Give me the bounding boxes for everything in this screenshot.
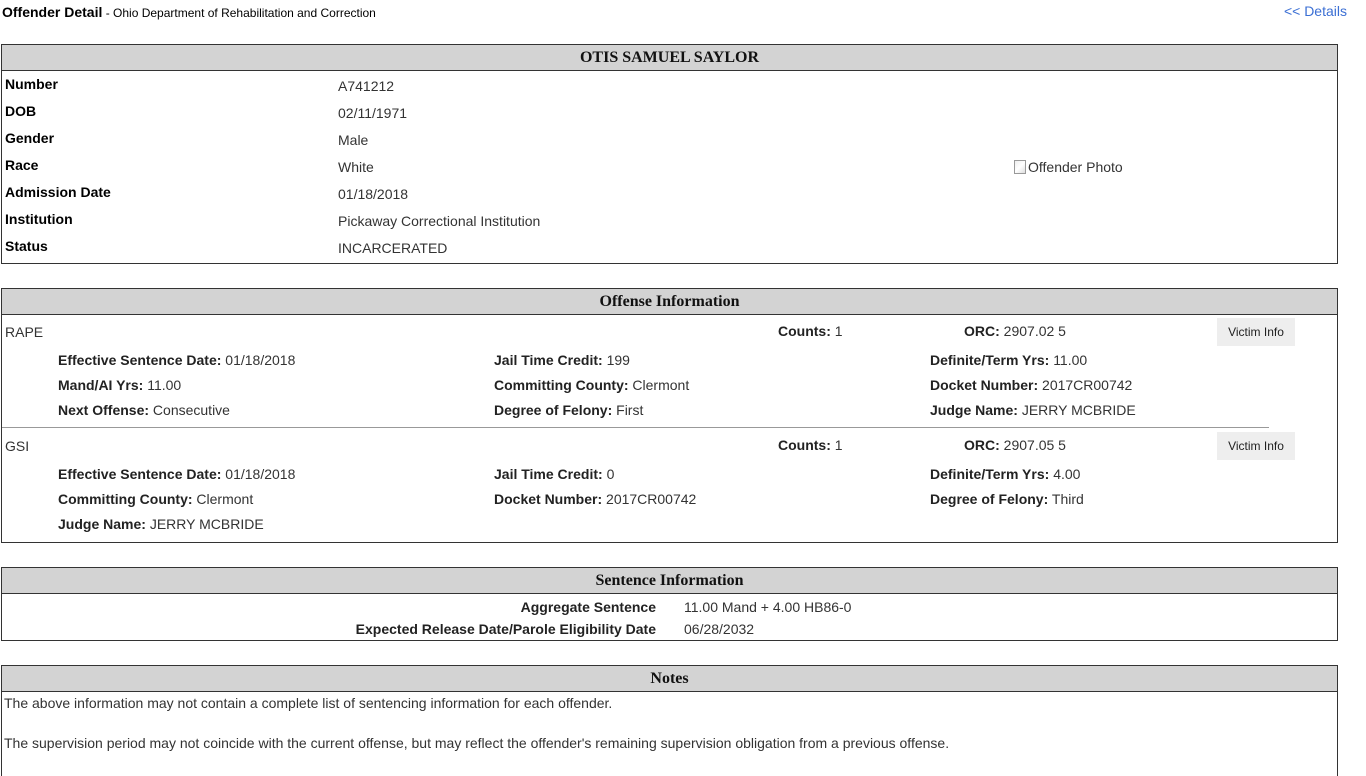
- field-value: 4.00: [1053, 466, 1081, 482]
- field-value: 01/18/2018: [338, 186, 409, 202]
- field-label: Gender: [5, 130, 55, 146]
- offense-section-title: Offense Information: [2, 289, 1337, 315]
- offense-name: RAPE: [5, 324, 44, 340]
- field-value: Clermont: [632, 377, 690, 393]
- offense-divider: [2, 427, 1269, 428]
- offender-field-institution: [5, 211, 1005, 231]
- field-label: Jail Time Credit:: [494, 466, 603, 482]
- offense-field: [930, 352, 1087, 368]
- sentence-section-title: Sentence Information: [2, 568, 1337, 594]
- field-value: 01/18/2018: [225, 352, 296, 368]
- field-value: First: [616, 402, 644, 418]
- field-label: Judge Name:: [58, 516, 146, 532]
- field-value: Clermont: [196, 491, 254, 507]
- field-label: Degree of Felony:: [930, 491, 1049, 507]
- offender-name: OTIS SAMUEL SAYLOR: [2, 45, 1337, 71]
- offense-field: [494, 402, 643, 418]
- field-label: Jail Time Credit:: [494, 352, 603, 368]
- title-separator: -: [102, 6, 114, 20]
- counts-label: Counts:: [778, 437, 831, 453]
- victim-info-button[interactable]: Victim Info: [1217, 432, 1295, 460]
- offense-field: [58, 491, 253, 507]
- release-date-value: 06/28/2032: [684, 621, 755, 637]
- field-value: A741212: [338, 78, 395, 94]
- field-value: Pickaway Correctional Institution: [338, 213, 541, 229]
- notes-panel: [1, 665, 1338, 776]
- aggregate-sentence-value: 11.00 Mand + 4.00 HB86-0: [684, 599, 852, 615]
- offense-counts: [778, 437, 843, 453]
- field-label: Institution: [5, 211, 73, 227]
- offender-info-panel: [1, 44, 1338, 264]
- field-value: 11.00: [1053, 352, 1088, 368]
- field-label: Committing County:: [58, 491, 193, 507]
- field-label: Judge Name:: [930, 402, 1018, 418]
- field-label: Mand/AI Yrs:: [58, 377, 144, 393]
- aggregate-sentence-label: Aggregate Sentence: [520, 599, 656, 615]
- offense-field: [58, 516, 264, 532]
- field-value: 0: [606, 466, 615, 482]
- offender-field-number: [5, 76, 1005, 96]
- release-date-label: Expected Release Date/Parole Eligibility Date: [355, 621, 656, 637]
- offense-field: [58, 466, 295, 482]
- field-label: Committing County:: [494, 377, 629, 393]
- back-to-details-link[interactable]: << Details: [1283, 3, 1347, 19]
- field-value: 2017CR00742: [606, 491, 697, 507]
- offender-field-admission-date: [5, 184, 1005, 204]
- offense-info-panel: [1, 288, 1338, 543]
- sentence-info-panel: [1, 567, 1338, 641]
- field-label: Docket Number:: [494, 491, 603, 507]
- offender-field-race: [5, 157, 1005, 177]
- field-label: Number: [5, 76, 58, 92]
- field-value: Male: [338, 132, 369, 148]
- offense-field: [930, 377, 1132, 393]
- offense-field: [930, 402, 1136, 418]
- offender-photo-alt: Offender Photo: [1028, 159, 1123, 175]
- field-value: JERRY MCBRIDE: [149, 516, 264, 532]
- offense-field: [494, 352, 630, 368]
- offense-field: [494, 491, 696, 507]
- offense-field: [494, 377, 689, 393]
- field-label: Docket Number:: [930, 377, 1039, 393]
- offense-field: [58, 402, 230, 418]
- page-header: [2, 4, 376, 20]
- field-value: Consecutive: [152, 402, 230, 418]
- field-label: Status: [5, 238, 48, 254]
- field-value: Third: [1051, 491, 1084, 507]
- counts-value: 1: [834, 323, 843, 339]
- offense-orc: [964, 437, 1066, 453]
- page-title: Offender Detail: [2, 4, 103, 20]
- offender-photo: [1014, 159, 1123, 175]
- offense-field: [930, 491, 1084, 507]
- offender-field-gender: [5, 130, 1005, 150]
- offense-field: [930, 466, 1080, 482]
- field-label: Race: [5, 157, 39, 173]
- field-value: 2017CR00742: [1042, 377, 1133, 393]
- field-label: Definite/Term Yrs:: [930, 352, 1050, 368]
- orc-value: 2907.02 5: [1003, 323, 1066, 339]
- counts-label: Counts:: [778, 323, 831, 339]
- field-label: Definite/Term Yrs:: [930, 466, 1050, 482]
- offense-orc: [964, 323, 1066, 339]
- field-label: Effective Sentence Date:: [58, 352, 222, 368]
- notes-section-title: Notes: [2, 666, 1337, 692]
- note-text: The above information may not contain a complete list of sentencing information for each offender.: [4, 695, 613, 711]
- field-label: Degree of Felony:: [494, 402, 613, 418]
- field-value: White: [338, 159, 374, 175]
- offense-counts: [778, 323, 843, 339]
- field-label: DOB: [5, 103, 37, 119]
- field-label: Effective Sentence Date:: [58, 466, 222, 482]
- field-value: INCARCERATED: [338, 240, 448, 256]
- counts-value: 1: [834, 437, 843, 453]
- offense-field: [58, 352, 295, 368]
- note-text: The supervision period may not coincide with the current offense, but may reflect the offender's remaining supervision obligation from a previous offense.: [4, 735, 950, 751]
- offense-field: [494, 466, 614, 482]
- orc-label: ORC:: [964, 437, 1000, 453]
- field-label: Next Offense:: [58, 402, 150, 418]
- orc-value: 2907.05 5: [1003, 437, 1066, 453]
- offense-field: [58, 377, 181, 393]
- offender-field-dob: [5, 103, 1005, 123]
- field-value: JERRY MCBRIDE: [1021, 402, 1136, 418]
- offense-name: GSI: [5, 438, 30, 454]
- field-value: 11.00: [147, 377, 182, 393]
- field-value: 199: [606, 352, 630, 368]
- field-label: Admission Date: [5, 184, 111, 200]
- offender-field-status: [5, 238, 1005, 258]
- field-value: 02/11/1971: [338, 105, 408, 121]
- victim-info-button[interactable]: Victim Info: [1217, 318, 1295, 346]
- department-name: Ohio Department of Rehabilitation and Correction: [113, 6, 376, 20]
- broken-image-icon: [1014, 160, 1026, 174]
- orc-label: ORC:: [964, 323, 1000, 339]
- field-value: 01/18/2018: [225, 466, 296, 482]
